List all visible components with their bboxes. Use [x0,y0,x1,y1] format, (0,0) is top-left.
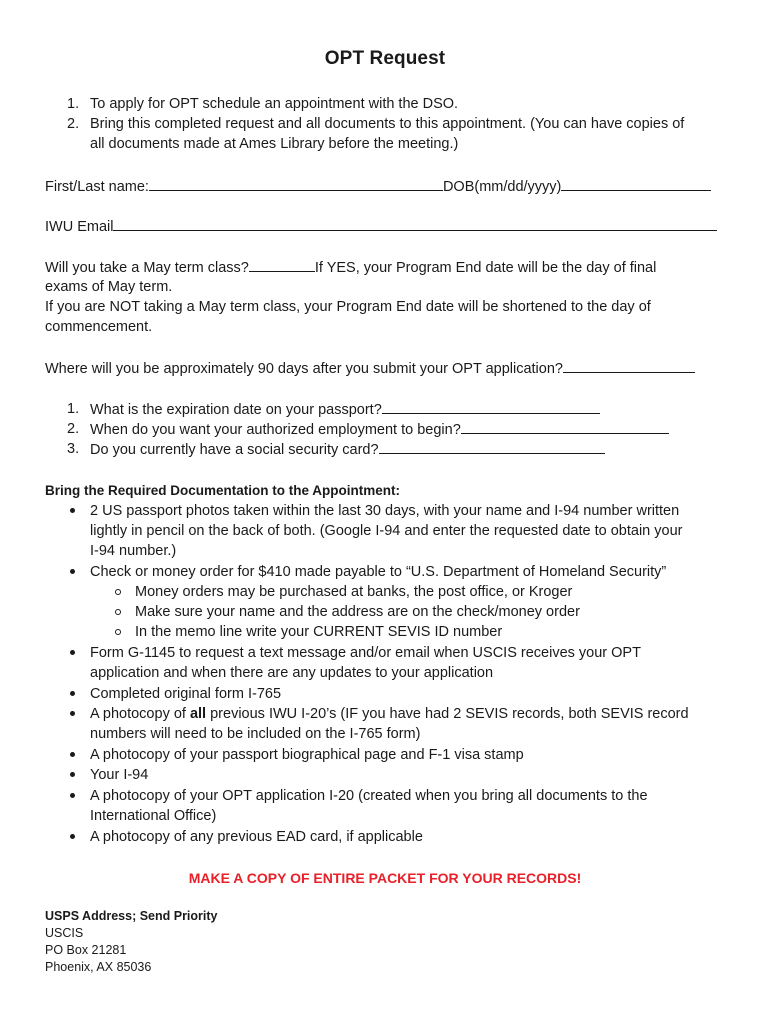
sub-bullet-icon [115,629,121,635]
page-title: OPT Request [324,48,446,69]
address-heading: USPS Address; Send Priority [45,909,218,923]
question-label: Do you currently have a social security card? [90,442,379,458]
bullet-icon [70,691,75,696]
doc-item-i94: Your I-94 [90,767,149,783]
doc-item-photos: 2 US passport photos taken within the last 30 days, with your name and I-94 number written [90,503,680,519]
doc-item-i20-cont: numbers will need to be included on the I-765 form) [90,726,421,742]
bullet-icon [70,793,75,798]
doc-item-opt-i20-cont: International Office) [90,808,217,824]
i20-emphasis: all [189,706,207,722]
name-field[interactable] [149,176,443,191]
question-label: When do you want your authorized employment to begin? [90,422,461,438]
bullet-icon [70,508,75,513]
question-label: What is the expiration date on your passport? [90,402,382,418]
address-line: PO Box 21281 [45,943,127,957]
employment-start-row [90,419,669,440]
doc-item-passport: A photocopy of your passport biographical page and F-1 visa stamp [90,747,524,763]
doc-item-photos-cont: lightly in pencil on the back of both. (Google I-94 and enter the requested date to obtain your [90,523,683,539]
documentation-heading: Bring the Required Documentation to the Appointment: [45,483,400,498]
ssn-card-field[interactable] [379,439,605,454]
list-number: 2. [67,421,80,437]
doc-item-g1145-cont: application and when there are any updates to your application [90,665,494,681]
address-line: USCIS [45,926,84,940]
bullet-icon [70,569,75,574]
name-row [45,176,711,197]
email-field[interactable] [113,216,717,231]
location-row [45,358,695,379]
sub-bullet-icon [115,589,121,595]
list-number: 2. [67,116,80,132]
intro-item-2: Bring this completed request and all documents to this appointment. (You can have copies of [90,116,685,132]
intro-item-2-cont: all documents made at Ames Library before the meeting.) [90,136,459,152]
bullet-icon [70,752,75,757]
doc-item-check: Check or money order for $410 made payable to “U.S. Department of Homeland Security” [90,564,667,580]
email-row [45,216,717,237]
may-term-text: exams of May term. [45,279,173,295]
copy-notice: MAKE A COPY OF ENTIRE PACKET FOR YOUR RECORDS! [188,870,582,886]
passport-expiration-row [90,399,600,420]
check-sub-item: Make sure your name and the address are on the check/money order [135,604,580,620]
doc-item-i765: Completed original form I-765 [90,686,282,702]
bullet-icon [70,650,75,655]
may-term-if-yes: If YES, your Program End date will be the day of final [314,260,657,276]
doc-item-g1145: Form G-1145 to request a text message and/or email when USCIS receives your OPT [90,645,641,661]
list-number: 3. [67,441,80,457]
bullet-icon [70,772,75,777]
dob-field[interactable] [561,176,711,191]
check-sub-item: Money orders may be purchased at banks, the post office, or Kroger [135,584,573,600]
doc-item-i20 [90,704,689,724]
employment-start-field[interactable] [461,419,669,434]
doc-item-opt-i20: A photocopy of your OPT application I-20 (created when you bring all documents to the [90,788,648,804]
may-term-question: Will you take a May term class? [45,260,249,276]
i20-prefix: A photocopy of [90,706,190,722]
i20-rest: previous IWU I-20’s (IF you have had 2 SEVIS records, both SEVIS record [206,706,689,722]
list-number: 1. [67,401,80,417]
location-field[interactable] [563,358,695,373]
dob-label: DOB(mm/dd/yyyy) [442,179,562,195]
address-line: Phoenix, AX 85036 [45,960,152,974]
location-question: Where will you be approximately 90 days after you submit your OPT application? [45,361,563,377]
name-label: First/Last name: [45,179,149,195]
email-label: IWU Email [45,219,114,235]
may-term-row [45,257,656,278]
ssn-card-row [90,439,605,460]
doc-item-photos-cont: I-94 number.) [90,543,177,559]
intro-item-1: To apply for OPT schedule an appointment with the DSO. [90,96,459,112]
may-term-field[interactable] [249,257,315,272]
bullet-icon [70,711,75,716]
check-sub-item: In the memo line write your CURRENT SEVIS ID number [135,624,503,640]
sub-bullet-icon [115,609,121,615]
bullet-icon [70,834,75,839]
may-term-text: commencement. [45,319,153,335]
list-number: 1. [67,96,80,112]
doc-item-ead: A photocopy of any previous EAD card, if applicable [90,829,423,845]
passport-expiration-field[interactable] [382,399,600,414]
may-term-text: If you are NOT taking a May term class, your Program End date will be shortened to the day of [45,299,651,315]
